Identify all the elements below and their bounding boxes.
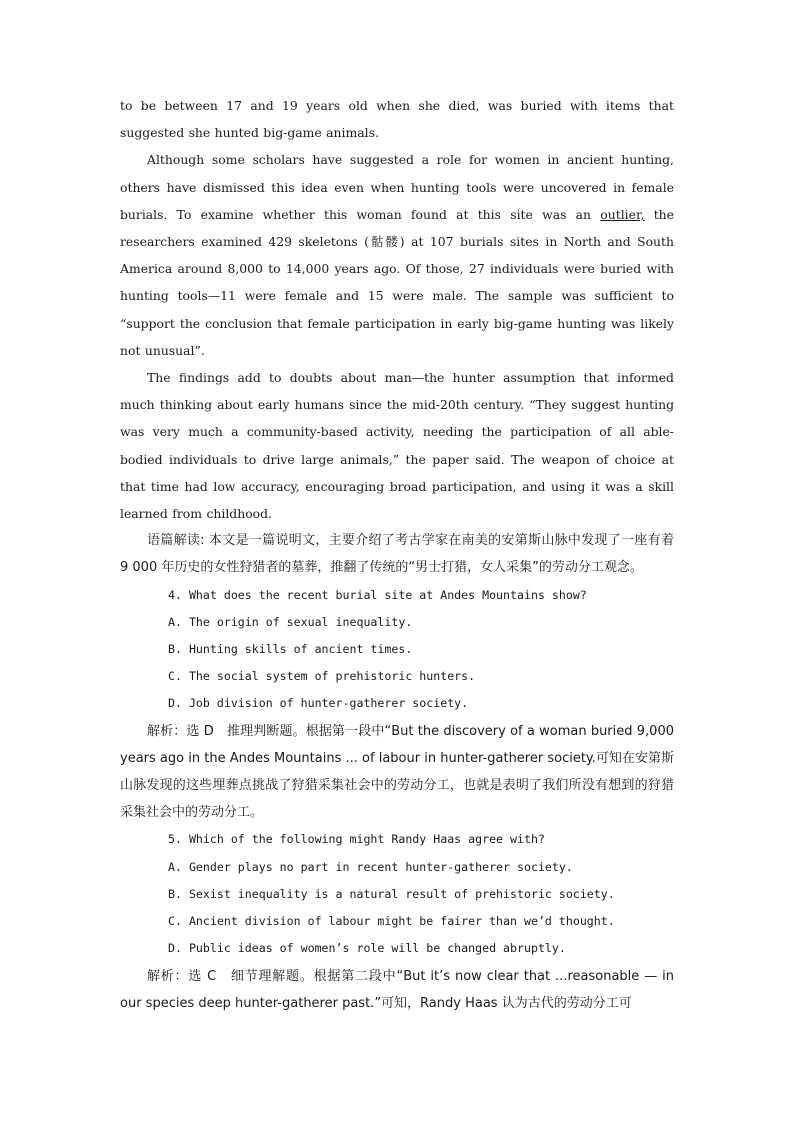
- question-5: [120, 826, 674, 1016]
- question-4-stem: 4. What does the recent burial site at Andes Mountains show?: [168, 587, 587, 602]
- question-5-option-c: C. Ancient division of labour might be fairer than we’d thought.: [168, 914, 615, 929]
- question-4-explanation: 解析：选 D 推理判断题。根据第一段中“But the discovery of a woman buried 9,000 years ago in the Andes Mountains ... of labour in hunter-gatherer society.可知在安第斯山脉发现的这些埋葬点挑战了狩猎采集社会中的劳动分工，也就是表明了我们所没有想到的狩猎采集社会中的劳动分工。: [120, 723, 674, 821]
- question-5-option-d: D. Public ideas of women’s role will be changed abruptly.: [168, 941, 566, 956]
- question-4-option-d: D. Job division of hunter-gatherer society.: [168, 696, 469, 711]
- passage-analysis: 语篇解读: 本文是一篇说明文，主要介绍了考古学家在南美的安第斯山脉中发现了一座有着 9 000 年历史的女性狩猎者的墓葬，推翻了传统的“男士打猎，女人采集”的劳动分工观念。: [120, 533, 674, 576]
- passage-paragraph-2: [120, 146, 674, 364]
- question-4-option-c: C. The social system of prehistoric hunters.: [168, 669, 476, 684]
- question-5-explanation: 解析：选 C 细节理解题。根据第二段中“But it’s now clear that ...reasonable — in our species deep hunter-gatherer past.”可知，Randy Haas 认为古代的劳动分工可: [120, 968, 674, 1011]
- question-4-option-a: A. The origin of sexual inequality.: [168, 614, 413, 629]
- question-5-option-b: B. Sexist inequality is a natural result of prehistoric society.: [168, 886, 615, 901]
- question-5-stem: 5. Which of the following might Randy Haas agree with?: [168, 832, 545, 847]
- passage-paragraph-3: The findings add to doubts about man—the hunter assumption that informed much thinking about early humans since the mid-20th century. “They suggest hunting was very much a community-based activity, needing the participation of all able-bodied individuals to drive large animals,” the paper said. The weapon of choice at that time had low accuracy, encouraging broad participation, and using it was a skill learned from childhood.: [120, 370, 674, 522]
- paragraph-2-text-end: the researchers examined 429 skeletons (骷髅) at 107 burials sites in North and South America around 8,000 to 14,000 years ago. Of those, 27 individuals were buried with hunting tools—11 were female and 15 were male. The sample was sufficient to “support the conclusion that female participation in early big-game hunting was likely not unusual”.: [120, 206, 674, 358]
- question-4: [120, 582, 674, 827]
- paragraph-2-text-start: Although some scholars have suggested a role for women in ancient hunting, others have dismissed this idea even when hunting tools were uncovered in female burials. To examine whether this woman found at this site was an: [120, 152, 674, 222]
- question-4-option-b: B. Hunting skills of ancient times.: [168, 642, 413, 657]
- underlined-word-outlier: outlier,: [600, 206, 645, 222]
- question-5-option-a: A. Gender plays no part in recent hunter-gatherer society.: [168, 859, 573, 874]
- document-page: [120, 92, 674, 1017]
- passage-paragraph-1-continuation: to be between 17 and 19 years old when she died, was buried with items that suggested she hunted big-game animals.: [120, 98, 674, 141]
